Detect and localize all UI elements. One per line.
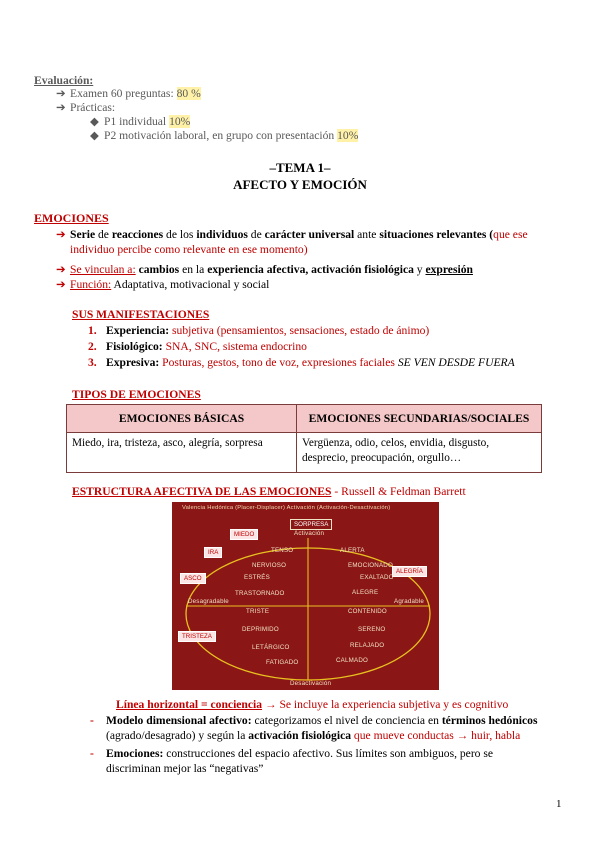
word-alerta: ALERTA (340, 547, 365, 554)
dash-bullet-icon: - (90, 747, 94, 760)
page-number: 1 (556, 798, 562, 810)
word-fatigado: FATIGADO (266, 659, 299, 666)
p2-line: ◆ P2 motivación laboral, en grupo con presentación 10% (90, 129, 359, 142)
p1-pct: 10% (169, 115, 191, 128)
table-header-secundarias: EMOCIONES SECUNDARIAS/SOCIALES (297, 405, 542, 433)
linea-horizontal-note: Línea horizontal = conciencia → Se incluye la experiencia subjetiva y es cognitivo (116, 698, 509, 711)
diamond-bullet-icon: ◆ (90, 129, 99, 142)
emociones-construcciones-item: Emociones: construcciones del espacio afectivo. Sus límites son ambiguos, pero se discriminan mejor las “negativas” (106, 747, 494, 776)
arrow-icon: ➔ (56, 278, 66, 291)
box-tristeza: TRISTEZA (178, 631, 216, 642)
diagram-header: Valencia Hedónica (Placer-Displacer) Activación (Activación-Desactivación) (182, 505, 391, 511)
diamond-bullet-icon: ◆ (90, 115, 99, 128)
estructura-title: ESTRUCTURA AFECTIVA DE LAS EMOCIONES (72, 485, 332, 498)
word-contenido: CONTENIDO (348, 608, 387, 615)
modelo-dimensional-item: Modelo dimensional afectivo: categorizamos el nivel de conciencia en términos hedónicos (agrado/desagrado) y según la activación fisiológica que mueve conductas → huir, habla (106, 714, 538, 743)
manifestaciones-title: SUS MANIFESTACIONES (72, 308, 210, 321)
dash-bullet-icon: - (90, 714, 94, 727)
arrow-icon: ➔ (56, 263, 66, 276)
word-emocionado: EMOCIONADO (348, 562, 393, 569)
box-asco: ASCO (180, 573, 206, 584)
label-desactivacion: Desactivación (290, 680, 332, 687)
table-cell-secundarias: Vergüenza, odio, celos, envidia, disgusto, desprecio, preocupación, orgullo… (297, 433, 542, 473)
word-estres: ESTRÉS (244, 574, 270, 581)
box-ira: IRA (204, 547, 222, 558)
word-exaltado: EXALTADO (360, 574, 394, 581)
practicas-line: ➔ Prácticas: (56, 101, 116, 114)
emociones-bullet-1: ➔ Serie de reacciones de los individuos de carácter universal ante situaciones relevantes (que ese individuo percibe como relevante en ese momento) (56, 228, 528, 257)
affect-circumplex-diagram (172, 502, 439, 690)
manifestacion-3: 3. Expresiva: Posturas, gestos, tono de voz, expresiones faciales SE VEN DESDE FUERA (88, 356, 515, 369)
tipos-title: TIPOS DE EMOCIONES (72, 388, 201, 401)
p2-pct: 10% (337, 129, 359, 142)
tema-number: –TEMA 1– (269, 160, 331, 175)
manifestacion-1: 1. Experiencia: subjetiva (pensamientos, sensaciones, estado de ánimo) (88, 324, 430, 337)
arrow-icon: ➔ (56, 228, 66, 241)
word-triste: TRISTE (246, 608, 270, 615)
word-letargico: LETÁRGICO (252, 644, 290, 651)
word-alegre: ALEGRE (352, 589, 379, 596)
word-calmado: CALMADO (336, 657, 368, 664)
word-deprimido: DEPRIMIDO (242, 626, 279, 633)
word-nervioso: NERVIOSO (252, 562, 287, 569)
box-sorpresa: SORPRESA (290, 519, 332, 530)
p1-line: ◆ P1 individual 10% (90, 115, 191, 128)
emociones-title: EMOCIONES (34, 211, 109, 225)
examen-line: ➔ Examen 60 preguntas: 80 % (56, 87, 201, 100)
tema-title: AFECTO Y EMOCIÓN (233, 177, 367, 192)
tipos-table (66, 404, 542, 473)
table-cell-basicas: Miedo, ira, tristeza, asco, alegría, sorpresa (67, 433, 297, 473)
label-agradable: Agradable (394, 598, 425, 605)
arrow-icon: ➔ (56, 101, 66, 114)
word-relajado: RELAJADO (350, 642, 385, 649)
emociones-bullet-3: ➔ Función: Adaptativa, motivacional y social (56, 278, 270, 291)
word-trastornado: TRASTORNADO (235, 590, 285, 597)
word-tenso: TENSO (271, 547, 294, 554)
box-miedo: MIEDO (230, 529, 258, 540)
estructura-heading (72, 484, 466, 499)
arrow-icon: ➔ (56, 87, 66, 100)
word-sereno: SERENO (358, 626, 386, 633)
emociones-bullet-2: ➔ Se vinculan a: cambios en la experiencia afectiva, activación fisiológica y expresión (56, 263, 473, 276)
manifestacion-2: 2. Fisiológico: SNA, SNC, sistema endocrino (88, 340, 307, 353)
label-desagradable: Desagradable (188, 598, 229, 605)
estructura-authors: - Russell & Feldman Barrett (331, 485, 466, 498)
evaluacion-title: Evaluación: (34, 74, 94, 87)
examen-pct: 80 % (176, 87, 201, 100)
label-activacion: Activación (294, 530, 325, 537)
box-alegria: ALEGRÍA (392, 566, 427, 577)
table-header-basicas: EMOCIONES BÁSICAS (67, 405, 297, 433)
